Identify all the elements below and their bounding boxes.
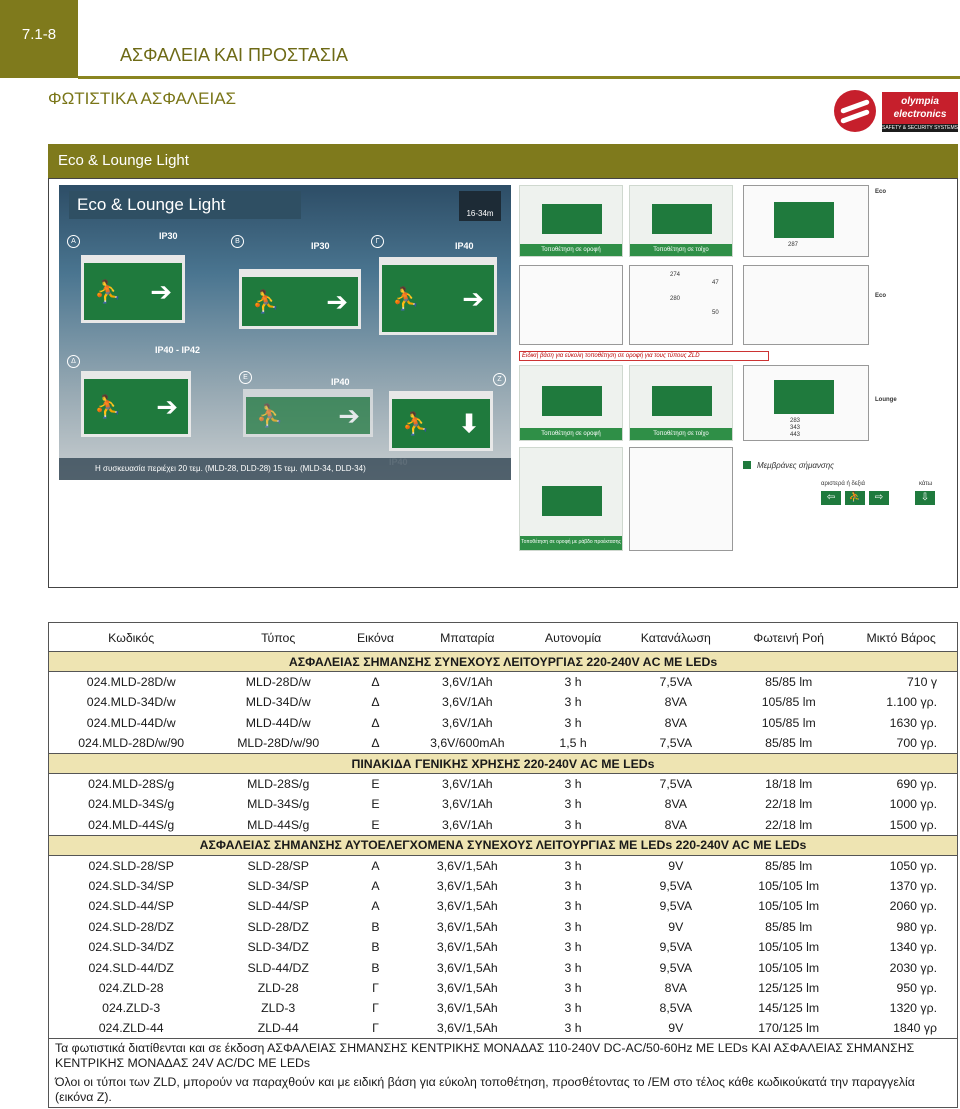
photo-title: Eco & Lounge Light (69, 191, 301, 219)
variant-letter: Z (493, 373, 506, 386)
table-row (49, 774, 958, 794)
product-label: Eco (875, 293, 887, 299)
table-cell: 1320 γρ. (889, 1001, 937, 1016)
column-header: Τύπος (261, 631, 296, 645)
wall-mount-thumb (629, 185, 733, 257)
table-cell: 3,6V/1Ah (442, 817, 493, 832)
table-cell: Γ (372, 980, 379, 995)
table-row (49, 1019, 958, 1039)
table-cell: B (371, 960, 380, 975)
table-cell: 85/85 lm (765, 736, 813, 750)
table-cell: 7,5VA (659, 777, 693, 792)
table-cell: 1000 γρ. (889, 797, 937, 812)
table-note-row (49, 1039, 958, 1074)
table-cell: 024.SLD-44/DZ (88, 960, 174, 975)
running-man-icon: ⛹ (94, 393, 122, 419)
table-row (49, 672, 958, 692)
wall-bracket-drawing: 274 280 47 50 (629, 265, 733, 345)
olympia-electronics-logo (834, 88, 958, 134)
table-cell: 3,6V/1,5Ah (436, 980, 498, 995)
table-cell: SLD-34/DZ (247, 940, 309, 955)
ip-rating: IP40 (331, 377, 350, 387)
table-cell: 3,6V/1Ah (442, 777, 493, 792)
table-row (49, 692, 958, 712)
ip-rating: IP30 (159, 231, 178, 241)
table-cell: 8VA (664, 797, 687, 812)
table-cell: 1840 γρ (893, 1021, 937, 1036)
table-cell: Δ (371, 695, 380, 710)
viewing-range-badge: 16-34m (459, 191, 501, 221)
table-cell: Γ (372, 1021, 379, 1036)
table-row (49, 876, 958, 896)
running-man-icon: ⛹ (392, 285, 420, 311)
table-cell: 024.MLD-34S/g (88, 797, 175, 812)
table-cell: 18/18 lm (765, 777, 813, 792)
column-header: Κατανάλωση (640, 631, 711, 645)
table-cell: 9,5VA (659, 960, 693, 975)
table-cell: 9,5VA (659, 878, 693, 893)
table-cell: 3,6V/1,5Ah (436, 899, 498, 914)
table-cell: SLD-44/DZ (247, 960, 309, 975)
table-cell: 3 h (564, 715, 582, 730)
table-cell: ZLD-44 (257, 1021, 299, 1036)
logo-brand-line2: electronics (893, 109, 947, 120)
table-row (49, 978, 958, 998)
arrow-right-icon: ➔ (326, 286, 348, 316)
logo-mark-icon (834, 90, 876, 132)
table-cell: 3 h (564, 1021, 582, 1036)
table-cell: 85/85 lm (765, 675, 813, 690)
table-cell: 2060 γρ. (889, 899, 937, 914)
table-cell: 7,5VA (659, 736, 693, 750)
running-man-icon: ⛹ (252, 288, 280, 314)
column-header: Μπαταρία (440, 631, 495, 645)
table-cell: 1370 γρ. (889, 878, 937, 893)
table-cell: 3 h (564, 797, 582, 812)
table-cell: 024.SLD-44/SP (88, 899, 174, 914)
arrow-right-icon: ➔ (150, 276, 172, 306)
table-cell: ZLD-3 (261, 1001, 296, 1016)
caption: Τοποθέτηση σε οροφή (520, 244, 622, 256)
table-cell: 8VA (664, 980, 687, 995)
table-group-row (49, 835, 958, 855)
lounge-dimension-drawing: 283 343 443 (743, 365, 869, 441)
ceiling-mount-thumb-2 (519, 365, 623, 441)
table-cell: Δ (371, 675, 380, 690)
table-cell: MLD-28S/g (247, 777, 310, 792)
table-cell: 024.SLD-28/DZ (88, 919, 174, 934)
table-row (49, 713, 958, 733)
running-man-icon: ⛹ (94, 278, 122, 304)
group-title: ΠΙΝΑΚΙΔΑ ΓΕΝΙΚΗΣ ΧΡΗΣΗΣ 220-240V AC ΜΕ LEDs (49, 753, 958, 773)
table-cell: 710 γ (906, 675, 937, 690)
table-cell: 024.SLD-28/SP (88, 858, 174, 873)
ceiling-mount-thumb (519, 185, 623, 257)
table-cell: 3,6V/1Ah (442, 797, 493, 812)
column-header: Κωδικός (108, 631, 155, 645)
table-cell: A (371, 899, 380, 914)
table-cell: 9,5VA (659, 899, 693, 914)
exit-sign-z (389, 391, 493, 451)
table-cell: Δ (371, 736, 380, 750)
wall-mount-thumb-2 (629, 365, 733, 441)
table-cell: 024.MLD-28S/g (88, 777, 175, 792)
logo-tagline: SAFETY & SECURITY SYSTEMS (882, 125, 958, 131)
table-cell: 85/85 lm (765, 919, 813, 934)
logo-brand (882, 92, 958, 124)
zld-bracket-notice: Ειδική βάση για εύκολη τοποθέτηση σε οροφή για τους τύπους ZLD (519, 351, 769, 361)
table-cell: 3 h (564, 695, 582, 710)
arrow-down-icon: ⇩ (915, 491, 935, 505)
legend-swatch (743, 461, 751, 469)
table-row (49, 937, 958, 957)
table-row (49, 896, 958, 916)
table-cell: E (371, 797, 380, 812)
table-cell: 9,5VA (659, 940, 693, 955)
dimension-drawing: 287 (743, 185, 869, 257)
variant-letter: E (239, 371, 252, 384)
table-cell: 145/125 lm (758, 1001, 820, 1016)
table-cell: 3,6V/1,5Ah (436, 960, 498, 975)
table-cell: 3,6V/1Ah (442, 695, 493, 710)
table-cell: MLD-44D/w (245, 715, 311, 730)
zld-bracket-note: Όλοι οι τύποι των ZLD, μπορούν να παραχθούν και με ειδική βάση για εύκολη τοποθέτηση, προσθέτοντας το /EM στο τέλος κάθε κωδικούκατά την παραγγελία (εικόνα Z). (55, 1075, 915, 1105)
table-cell: MLD-28D/w/90 (237, 736, 320, 750)
table-cell: 024.MLD-28D/w/90 (78, 736, 185, 750)
table-row (49, 815, 958, 835)
table-cell: B (371, 919, 380, 934)
caption: Τοποθέτηση σε οροφή (520, 428, 622, 440)
column-header: Εικόνα (356, 631, 394, 645)
caption: Τοποθέτηση σε οροφή με ράβδο προέκτασης 0.25 - 1m (520, 536, 622, 550)
table-cell: 3,6V/1,5Ah (436, 940, 498, 955)
legend-left-right: αριστερά ή δεξιά (821, 481, 866, 487)
table-cell: 980 γρ. (896, 919, 937, 934)
table-cell: 2030 γρ. (889, 960, 937, 975)
ceiling-bracket-drawing (519, 265, 623, 345)
table-cell: E (371, 777, 380, 792)
table-cell: SLD-28/SP (247, 858, 309, 873)
table-cell: 1,5 h (559, 736, 587, 750)
package-info: Η συσκευασία περιέχει 20 τεμ. (MLD-28, DLD-28) 15 τεμ. (MLD-34, DLD-34) (59, 458, 511, 480)
variant-letter: Γ (371, 235, 384, 248)
table-cell: 105/85 lm (761, 695, 816, 710)
legend-down: κάτω (919, 481, 933, 487)
table-cell: MLD-34S/g (247, 797, 310, 812)
table-cell: 024.SLD-34/SP (88, 878, 174, 893)
table-cell: 125/125 lm (758, 980, 820, 995)
table-cell: 3 h (564, 675, 582, 690)
table-cell: 024.ZLD-3 (102, 1001, 161, 1016)
table-cell: 9V (668, 1021, 684, 1036)
table-cell: Δ (371, 715, 380, 730)
table-cell: 105/105 lm (758, 878, 820, 893)
table-cell: 3 h (564, 980, 582, 995)
table-cell: 8VA (664, 715, 687, 730)
page-title: ΑΣΦΑΛΕΙΑ ΚΑΙ ΠΡΟΣΤΑΣΙΑ (120, 45, 348, 65)
table-row (49, 957, 958, 977)
table-cell: 85/85 lm (765, 858, 813, 873)
logo-brand-line1: olympia (901, 96, 939, 107)
table-cell: 3 h (564, 919, 582, 934)
table-cell: 3,6V/1,5Ah (436, 1021, 498, 1036)
table-cell: 690 γρ. (896, 777, 937, 792)
ip-rating: IP40 - IP42 (155, 345, 201, 355)
group-title: ΑΣΦΑΛΕΙΑΣ ΣΗΜΑΝΣΗΣ ΣΥΝΕΧΟΥΣ ΛΕΙΤΟΥΡΓΙΑΣ 220-240V AC ΜΕ LEDs (49, 652, 958, 672)
variant-letter: B (231, 235, 244, 248)
product-image-frame (48, 178, 958, 588)
table-cell: 105/105 lm (758, 940, 820, 955)
arrow-right-icon: ➔ (338, 400, 360, 430)
table-cell: 170/125 lm (758, 1021, 820, 1036)
table-cell: A (371, 878, 380, 893)
table-cell: 3 h (564, 899, 582, 914)
table-cell: 950 γρ. (896, 980, 937, 995)
table-header-row (49, 623, 958, 652)
table-cell: 3,6V/1Ah (442, 675, 493, 690)
table-cell: SLD-44/SP (247, 899, 309, 914)
variant-letter: Δ (67, 355, 80, 368)
table-row (49, 855, 958, 875)
table-cell: 3,6V/1Ah (442, 715, 493, 730)
column-header: Φωτεινή Ροή (753, 631, 824, 645)
table-cell: 105/105 lm (758, 960, 820, 975)
table-cell: 105/85 lm (761, 715, 816, 730)
caption: Τοποθέτηση σε τοίχο (630, 244, 732, 256)
product-spec-table (48, 622, 958, 1108)
product-label: Lounge (875, 397, 897, 403)
table-cell: 700 γρ. (896, 736, 937, 750)
column-header: Αυτονομία (544, 631, 602, 645)
table-cell: 7,5VA (659, 675, 693, 690)
table-cell: 024.ZLD-44 (98, 1021, 164, 1036)
arrow-right-icon: ➔ (156, 391, 178, 421)
column-header: Μικτό Βάρος (866, 631, 936, 645)
table-cell: 1630 γρ. (889, 715, 937, 730)
table-cell: A (371, 858, 380, 873)
exit-sign-b (239, 269, 361, 329)
table-cell: 1050 γρ. (889, 858, 937, 873)
table-cell: 024.SLD-34/DZ (88, 940, 174, 955)
exit-sign-d (81, 371, 191, 437)
table-row (49, 917, 958, 937)
table-cell: 3,6V/1,5Ah (436, 858, 498, 873)
table-cell: MLD-28D/w (245, 675, 311, 690)
page-number: 7.1-8 (0, 0, 78, 78)
table-cell: B (371, 940, 380, 955)
table-cell: 3,6V/1,5Ah (436, 878, 498, 893)
table-cell: 1.100 γρ. (886, 695, 937, 710)
table-cell: SLD-28/DZ (247, 919, 309, 934)
ip-rating: IP40 (455, 241, 474, 251)
exit-sign-e (243, 389, 373, 437)
table-cell: 024.MLD-28D/w (86, 675, 176, 690)
section-title: Eco & Lounge Light (48, 144, 958, 178)
table-note-row (49, 1073, 958, 1108)
arrow-left-icon: ⇦ (821, 491, 841, 505)
table-cell: MLD-34D/w (245, 695, 311, 710)
table-cell: 9V (668, 919, 684, 934)
table-cell: 1340 γρ. (889, 940, 937, 955)
table-cell: 8VA (664, 695, 687, 710)
table-cell: ZLD-28 (257, 980, 299, 995)
legend-title: Μεμβράνες σήμανσης (757, 461, 835, 470)
running-man-icon: ⛹ (256, 402, 284, 428)
table-row (49, 794, 958, 814)
exit-sign-a (81, 255, 185, 323)
table-cell: 024.MLD-44S/g (88, 817, 175, 832)
table-cell: 024.ZLD-28 (98, 980, 164, 995)
running-man-icon: ⛹ (402, 410, 430, 436)
caption: Τοποθέτηση σε τοίχο (630, 428, 732, 440)
table-row (49, 733, 958, 753)
table-cell: 3 h (564, 940, 582, 955)
table-cell: E (371, 817, 380, 832)
side-profile-drawing (743, 265, 869, 345)
table-cell: 3 h (564, 858, 582, 873)
table-cell: Γ (372, 1001, 379, 1016)
table-cell: 024.MLD-44D/w (86, 715, 176, 730)
product-photo (59, 185, 511, 480)
group-title: ΑΣΦΑΛΕΙΑΣ ΣΗΜΑΝΣΗΣ ΑΥΤΟΕΛΕΓΧΟΜΕΝΑ ΣΥΝΕΧΟΥΣ ΛΕΙΤΟΥΡΓΙΑΣ ΜΕ LEDs 220-240V AC ΜΕ LEDs (49, 835, 958, 855)
table-cell: 8VA (664, 817, 687, 832)
table-cell: 22/18 lm (765, 797, 813, 812)
exit-sign-c (379, 257, 497, 335)
table-cell: 3,6V/1,5Ah (436, 1001, 498, 1016)
table-cell: 3 h (564, 1001, 582, 1016)
extension-rod-drawing (629, 447, 733, 551)
table-group-row (49, 753, 958, 773)
table-group-row (49, 652, 958, 672)
arrow-right-icon: ➔ (462, 283, 484, 313)
arrow-down-icon: ⬇ (458, 408, 480, 438)
table-cell: MLD-44S/g (247, 817, 310, 832)
table-cell: 9V (668, 858, 684, 873)
header-rule (78, 76, 960, 79)
table-cell: 8,5VA (659, 1001, 693, 1016)
variant-letter: A (67, 235, 80, 248)
table-cell: SLD-34/SP (247, 878, 309, 893)
arrow-right-icon: ⇨ (869, 491, 889, 505)
table-cell: 22/18 lm (765, 817, 813, 832)
technical-drawings (519, 185, 947, 581)
table-cell: 1500 γρ. (889, 817, 937, 832)
table-cell: 3,6V/1,5Ah (436, 919, 498, 934)
ip-rating: IP30 (311, 241, 330, 251)
table-cell: 024.MLD-34D/w (86, 695, 176, 710)
rod-mount-thumb (519, 447, 623, 557)
table-cell: 3 h (564, 777, 582, 792)
table-cell: 3,6V/600mAh (430, 736, 505, 750)
running-man-icon: ⛹ (845, 491, 865, 505)
table-cell: 3 h (564, 960, 582, 975)
table-row (49, 998, 958, 1018)
table-cell: 105/105 lm (758, 899, 820, 914)
table-cell: 3 h (564, 878, 582, 893)
page-subtitle: ΦΩΤΙΣΤΙΚΑ ΑΣΦΑΛΕΙΑΣ (48, 89, 237, 108)
table-cell: 3 h (564, 817, 582, 832)
availability-note: Τα φωτιστικά διατίθενται και σε έκδοση ΑΣΦΑΛΕΙΑΣ ΣΗΜΑΝΣΗΣ ΚΕΝΤΡΙΚΗΣ ΜΟΝΑΔΑΣ 110-240V DC-AC/50-60Hz ΜΕ LEDs ΚΑΙ ΑΣΦΑΛΕΙΑΣ ΣΗΜΑΝΣΗΣ ΚΕΝΤΡΙΚΗΣ ΜΟΝΑΔΑΣ 24V AC/DC ΜΕ LEDs (49, 1039, 958, 1074)
product-label: Eco (875, 189, 887, 195)
